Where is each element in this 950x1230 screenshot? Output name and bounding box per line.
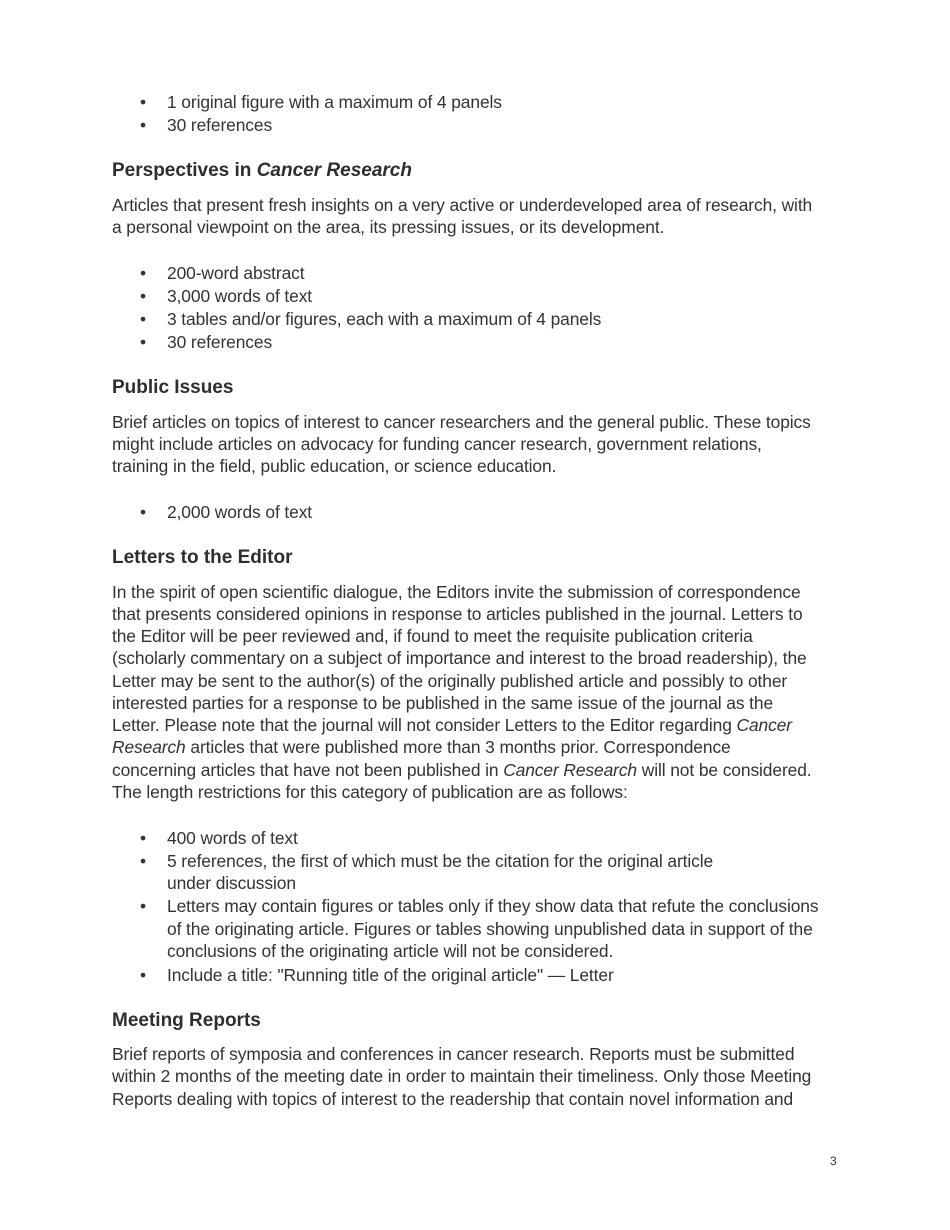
paragraph-line: that presents considered opinions in response to articles published in the journal. Letters to bbox=[112, 604, 803, 624]
list-item-continuation: under discussion bbox=[167, 873, 296, 893]
text-run: will not be considered. bbox=[637, 760, 812, 780]
text-run: articles that were published more than 3 months prior. Correspondence bbox=[185, 737, 731, 757]
list-item: 400 words of text bbox=[167, 828, 298, 848]
section-heading bbox=[112, 159, 412, 183]
paragraph-line: interested parties for a response to be published in the same issue of the journal as the bbox=[112, 693, 774, 713]
section-heading: Letters to the Editor bbox=[112, 547, 293, 568]
journal-name: Cancer Research bbox=[503, 760, 638, 780]
text-run: concerning articles that have not been published in bbox=[112, 760, 504, 780]
paragraph-line: Letter may be sent to the author(s) of the originally published article and possibly to other bbox=[112, 671, 788, 691]
bullet-icon: • bbox=[140, 263, 147, 283]
paragraph-line bbox=[112, 736, 731, 759]
list-item: Include a title: "Running title of the original article" — Letter bbox=[167, 965, 614, 985]
list-item: 3 tables and/or figures, each with a maximum of 4 panels bbox=[167, 309, 602, 329]
paragraph-line bbox=[112, 714, 792, 737]
paragraph-line: In the spirit of open scientific dialogue, the Editors invite the submission of correspondence bbox=[112, 582, 801, 602]
journal-name: Cancer bbox=[736, 715, 792, 735]
list-item: 1 original figure with a maximum of 4 panels bbox=[167, 92, 502, 112]
paragraph-line: a personal viewpoint on the area, its pressing issues, or its development. bbox=[112, 217, 665, 237]
paragraph-line: Brief reports of symposia and conferences in cancer research. Reports must be submitted bbox=[112, 1044, 795, 1064]
paragraph-line: Reports dealing with topics of interest to the readership that contain novel information and bbox=[112, 1089, 794, 1109]
paragraph-line: Articles that present fresh insights on a very active or underdeveloped area of research, with bbox=[112, 195, 813, 215]
section-heading: Public Issues bbox=[112, 377, 234, 398]
bullet-icon: • bbox=[140, 828, 147, 848]
paragraph-line: training in the field, public education, or science education. bbox=[112, 456, 557, 476]
list-item: 5 references, the first of which must be the citation for the original article bbox=[167, 851, 714, 871]
list-item: 3,000 words of text bbox=[167, 286, 313, 306]
paragraph-line: Brief articles on topics of interest to cancer researchers and the general public. These topics bbox=[112, 412, 811, 432]
paragraph-line bbox=[112, 759, 812, 782]
paragraph-line: within 2 months of the meeting date in order to maintain their timeliness. Only those Meeting bbox=[112, 1066, 812, 1086]
section-heading: Meeting Reports bbox=[112, 1010, 261, 1031]
paragraph-line: (scholarly commentary on a subject of importance and interest to the broad readership), the bbox=[112, 648, 807, 668]
heading-text: Perspectives in bbox=[112, 160, 257, 181]
bullet-icon: • bbox=[140, 332, 147, 352]
text-run: Letter. Please note that the journal will not consider Letters to the Editor regarding bbox=[112, 715, 737, 735]
bullet-icon: • bbox=[140, 92, 147, 112]
bullet-icon: • bbox=[140, 309, 147, 329]
list-item: Letters may contain figures or tables only if they show data that refute the conclusions bbox=[167, 896, 819, 916]
bullet-icon: • bbox=[140, 115, 147, 135]
paragraph-line: the Editor will be peer reviewed and, if found to meet the requisite publication criteria bbox=[112, 626, 753, 646]
bullet-icon: • bbox=[140, 965, 147, 985]
bullet-icon: • bbox=[140, 502, 147, 522]
list-item: 2,000 words of text bbox=[167, 502, 313, 522]
list-item: 30 references bbox=[167, 115, 273, 135]
bullet-icon: • bbox=[140, 896, 147, 916]
list-item: 200-word abstract bbox=[167, 263, 305, 283]
list-item-continuation: conclusions of the originating article will not be considered. bbox=[167, 941, 614, 961]
journal-name: Research bbox=[112, 737, 186, 757]
paragraph-line: might include articles on advocacy for funding cancer research, government relations, bbox=[112, 434, 762, 454]
paragraph-line: The length restrictions for this category of publication are as follows: bbox=[112, 782, 628, 802]
bullet-icon: • bbox=[140, 286, 147, 306]
list-item: 30 references bbox=[167, 332, 273, 352]
list-item-continuation: of the originating article. Figures or tables showing unpublished data in support of the bbox=[167, 919, 813, 939]
page-number: 3 bbox=[830, 1154, 837, 1168]
bullet-icon: • bbox=[140, 851, 147, 871]
journal-name: Cancer Research bbox=[256, 160, 412, 181]
